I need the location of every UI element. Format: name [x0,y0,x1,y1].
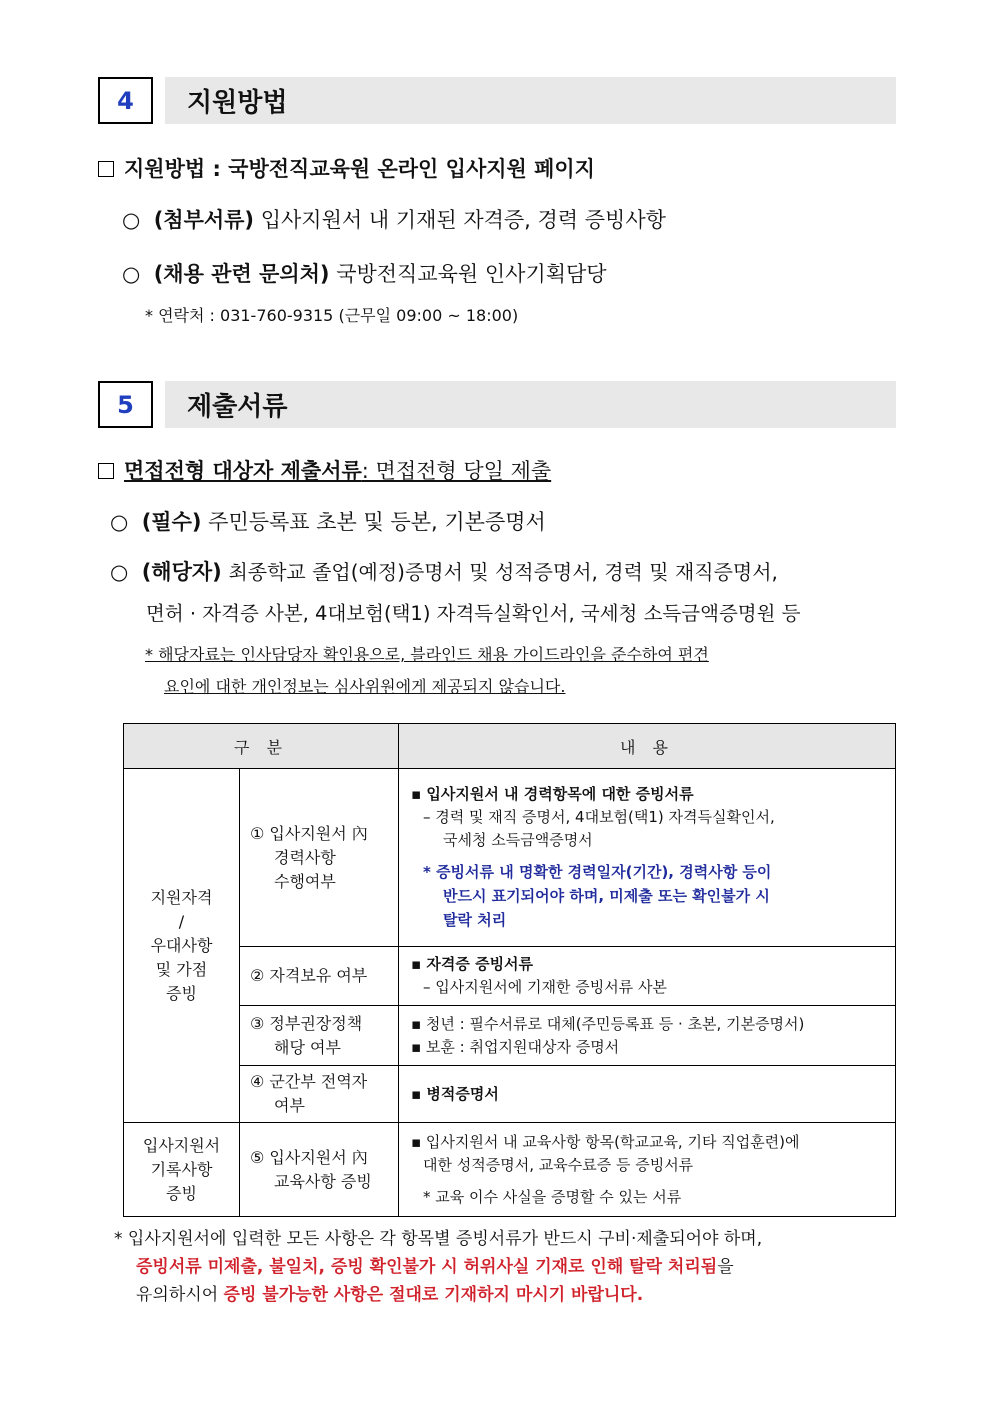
row-1-category-line: 경력사항 [274,847,336,867]
row-5-category-line: 교육사항 증빙 [274,1171,372,1191]
group-line: 입사지원서 [142,1135,221,1155]
row-3-category [240,1006,399,1066]
group-qualification [124,769,240,1123]
group-line: 기록사항 [150,1159,213,1179]
row-3-category-line: ③ 정부권장정책 [250,1013,363,1033]
row-1-content-line: – 경력 및 재직 증명서, 4대보험(택1) 자격득실확인서, [423,808,775,826]
row-3-content-line: ▪ 보훈 : 취업지원대상자 증명서 [411,1037,620,1056]
row-2-content [399,947,896,1006]
row-4-category-line: ④ 군간부 전역자 [250,1072,368,1091]
row-5-content-line: 대한 성적증명서, 교육수료증 등 증빙서류 [423,1155,694,1174]
row-2-category: ② 자격보유 여부 [240,947,399,1006]
group-line: / [178,911,185,931]
footer-line-1: * 입사지원서에 입력한 모든 사항은 각 항목별 증빙서류가 반드시 구비·제출되어야 하며, [114,1229,763,1249]
section-4-item-2-label: (채용 관련 문의처) [153,262,330,286]
row-1-note-line: * 증빙서류 내 명확한 경력일자(기간), 경력사항 등이 [423,863,772,881]
row-5-note-line: * 교육 이수 사실을 증명할 수 있는 서류 [423,1187,682,1206]
group-line: 지원자격 [150,887,213,907]
row-2-content-line: – 입사지원서에 기재한 증빙서류 사본 [423,978,667,996]
section-5-note-1: * 해당자료는 인사담당자 확인용으로, 블라인드 채용 가이드라인을 준수하여 편견 [145,645,709,664]
footer-line-2-tail: 을 [717,1257,734,1277]
row-5-category [240,1123,399,1217]
group-line: 증빙 [166,983,197,1003]
row-5-content [399,1123,896,1217]
documents-table [123,723,896,1217]
row-1-content [399,769,896,947]
section-4-contact: * 연락처 : 031-760-9315 (근무일 09:00 ~ 18:00) [145,306,519,325]
group-line: 증빙 [166,1183,197,1203]
section-5-number: 5 [98,381,153,428]
row-4-content-line: ▪ 병적증명서 [411,1084,499,1103]
section-4-main-text: 국방전직교육원 온라인 입사지원 페이지 [228,157,595,181]
footer-line-3 [136,1280,643,1305]
table-header-category: 구 분 [124,724,399,769]
section-4-item-2: ○ (채용 관련 문의처) 국방전직교육원 인사기획담당 [122,262,607,286]
row-3-content [399,1006,896,1066]
row-1-category-line: 수행여부 [274,871,336,891]
group-application-record [124,1123,240,1217]
section-4-title: 지원방법 [165,77,896,124]
row-3-content-line: ▪ 청년 : 필수서류로 대체(주민등록표 등 · 초본, 기본증명서) [411,1014,805,1033]
group-line: 우대사항 [150,935,213,955]
footer-warning-2: 증빙 불가능한 사항은 절대로 기재하지 마시기 바랍니다. [223,1285,644,1305]
section-5-main-text: : 면접전형 당일 제출 [361,459,552,483]
section-5-main-label: 면접전형 대상자 제출서류 [124,459,362,483]
section-5-item-1-text: 주민등록표 초본 및 등본, 기본증명서 [208,510,546,534]
section-5-note-2: 요인에 대한 개인정보는 심사위원에게 제공되지 않습니다. [164,677,566,696]
section-4-item-1-label: (첨부서류) [153,208,255,232]
row-1-note-line: 반드시 표기되어야 하며, 미제출 또는 확인불가 시 [443,887,770,905]
group-line: 및 가점 [155,959,208,979]
section-4-main [98,153,595,183]
section-5-item-2: ○ (해당자) 최종학교 졸업(예정)증명서 및 성적증명서, 경력 및 재직증명서, [110,560,778,584]
section-5-item-1-label: (필수) [141,510,202,534]
row-1-note-line: 탈락 처리 [443,911,507,929]
checkbox-square-icon [98,161,114,177]
footer-warning-1: 증빙서류 미제출, 불일치, 증빙 확인불가 시 허위사실 기재로 인해 탈락 처리됨 [136,1257,718,1277]
row-5-content-line: ▪ 입사지원서 내 교육사항 항목(학교교육, 기타 직업훈련)에 [411,1132,800,1151]
row-2-content-line: ▪ 자격증 증빙서류 [411,955,534,973]
section-5-title: 제출서류 [165,381,896,428]
table-header-content: 내 용 [399,724,896,769]
section-4-main-label: 지원방법 : [124,157,221,181]
row-1-category-line: ① 입사지원서 內 [250,823,368,843]
row-4-category-line: 여부 [274,1096,305,1115]
checkbox-square-icon [98,463,114,479]
footer-line-2 [136,1252,734,1277]
section-4-item-2-text: 국방전직교육원 인사기획담당 [336,262,607,286]
row-4-content [399,1066,896,1123]
row-1-content-line: ▪ 입사지원서 내 경력항목에 대한 증빙서류 [411,785,694,803]
footer-line-3-head: 유의하시어 [136,1285,224,1305]
row-1-content-line: 국세청 소득금액증명서 [443,831,593,849]
row-5-category-line: ⑤ 입사지원서 內 [250,1147,368,1167]
row-1-category [240,769,399,947]
row-3-category-line: 해당 여부 [274,1037,341,1057]
section-5-item-2-text: 최종학교 졸업(예정)증명서 및 성적증명서, 경력 및 재직증명서, [228,560,778,584]
section-5-item-2-label: (해당자) [141,560,222,584]
section-5-item-2-text-2: 면허 · 자격증 사본, 4대보험(택1) 자격득실확인서, 국세청 소득금액증명원 등 [146,602,801,625]
row-4-category [240,1066,399,1123]
section-4-item-1-text: 입사지원서 내 기재된 자격증, 경력 증빙사항 [260,208,666,232]
section-4-item-1: ○ (첨부서류) 입사지원서 내 기재된 자격증, 경력 증빙사항 [122,208,666,232]
section-5-item-1: ○ (필수) 주민등록표 초본 및 등본, 기본증명서 [110,510,546,534]
section-4-number: 4 [98,77,153,124]
section-5-main [98,455,551,485]
